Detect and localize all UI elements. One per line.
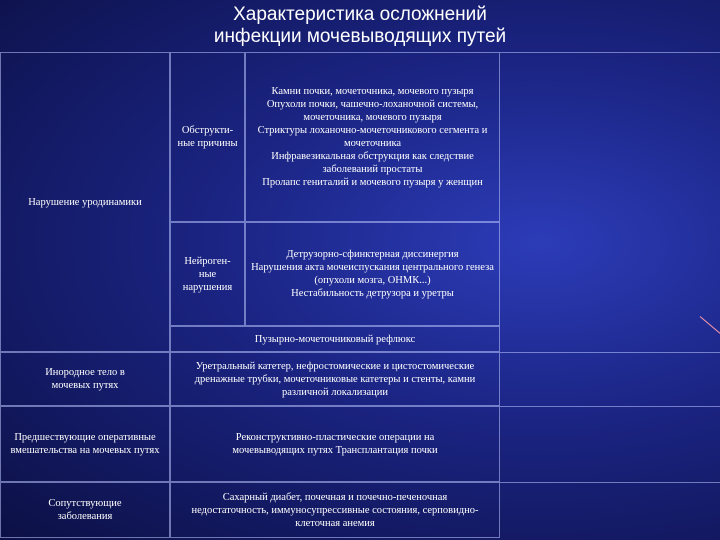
divider xyxy=(500,352,720,353)
obstructive-item: Инфравезикальная обструкция как следствие заболеваний простаты xyxy=(271,151,474,175)
neurogenic-label: Нейроген-ные нарушения xyxy=(182,255,233,293)
neurogenic-item: Нестабильность детрузора и уретры xyxy=(291,288,454,299)
obstructive-label-cell xyxy=(170,52,245,222)
foreign-body-text-cell xyxy=(170,352,500,406)
obstructive-item: Опухоли почки, чашечно-лоханочной системы, мочеточника, мочевого пузыря xyxy=(266,99,479,123)
foreign-body-label-cell xyxy=(0,352,170,406)
row-label: Инородное тело в мочевых путях xyxy=(45,367,125,391)
row-text: Сахарный диабет, почечная и почечно-печеночная недостаточность, иммуносупрессивные состояния, серповидно-клеточная анемия xyxy=(191,491,479,529)
row-text: Уретральный катетер, нефростомические и цистостомические дренажные трубки, мочеточниковые катетеры и стенты, камни различной локализации xyxy=(194,360,476,398)
comorbidity-label-cell xyxy=(0,482,170,538)
obstructive-items-cell xyxy=(245,52,500,222)
reflux-text: Пузырно-мочеточниковый рефлюкс xyxy=(254,333,416,345)
neurogenic-label-cell xyxy=(170,222,245,326)
urodynamics-label: Нарушение уродинамики xyxy=(28,196,142,208)
urodynamics-label-cell xyxy=(0,52,170,352)
neurogenic-items-cell xyxy=(245,222,500,326)
obstructive-item: Стриктуры лоханочно-мочеточникового сегмента и мочеточника xyxy=(257,125,488,149)
divider xyxy=(500,52,720,53)
slide-title xyxy=(0,4,720,48)
neurogenic-item: Нарушения акта мочеиспускания центрального генеза (опухоли мозга, ОНМК...) xyxy=(251,262,494,286)
comorbidity-text-cell xyxy=(170,482,500,538)
prior-surgery-text-cell xyxy=(170,406,500,482)
title-line-2: инфекции мочевыводящих путей xyxy=(213,26,507,47)
divider xyxy=(500,406,720,407)
row-text: Реконструктивно-пластические операции на мочевыводящих путях Трансплантация почки xyxy=(232,432,438,456)
row-label: Сопутствующие заболевания xyxy=(48,498,122,522)
decorative-line xyxy=(700,316,720,342)
neurogenic-item: Детрузорно-сфинктерная диссинергия xyxy=(286,249,459,260)
obstructive-label: Обструкти-ные причины xyxy=(177,125,238,149)
reflux-cell xyxy=(170,326,500,352)
prior-surgery-label-cell xyxy=(0,406,170,482)
obstructive-item: Камни почки, мочеточника, мочевого пузыря xyxy=(271,86,474,97)
title-line-1: Характеристика осложнений xyxy=(233,4,487,25)
obstructive-item: Пролапс гениталий и мочевого пузыря у женщин xyxy=(262,177,483,188)
row-label: Предшествующие оперативные вмешательства на мочевых путях xyxy=(10,432,160,456)
divider xyxy=(500,482,720,483)
